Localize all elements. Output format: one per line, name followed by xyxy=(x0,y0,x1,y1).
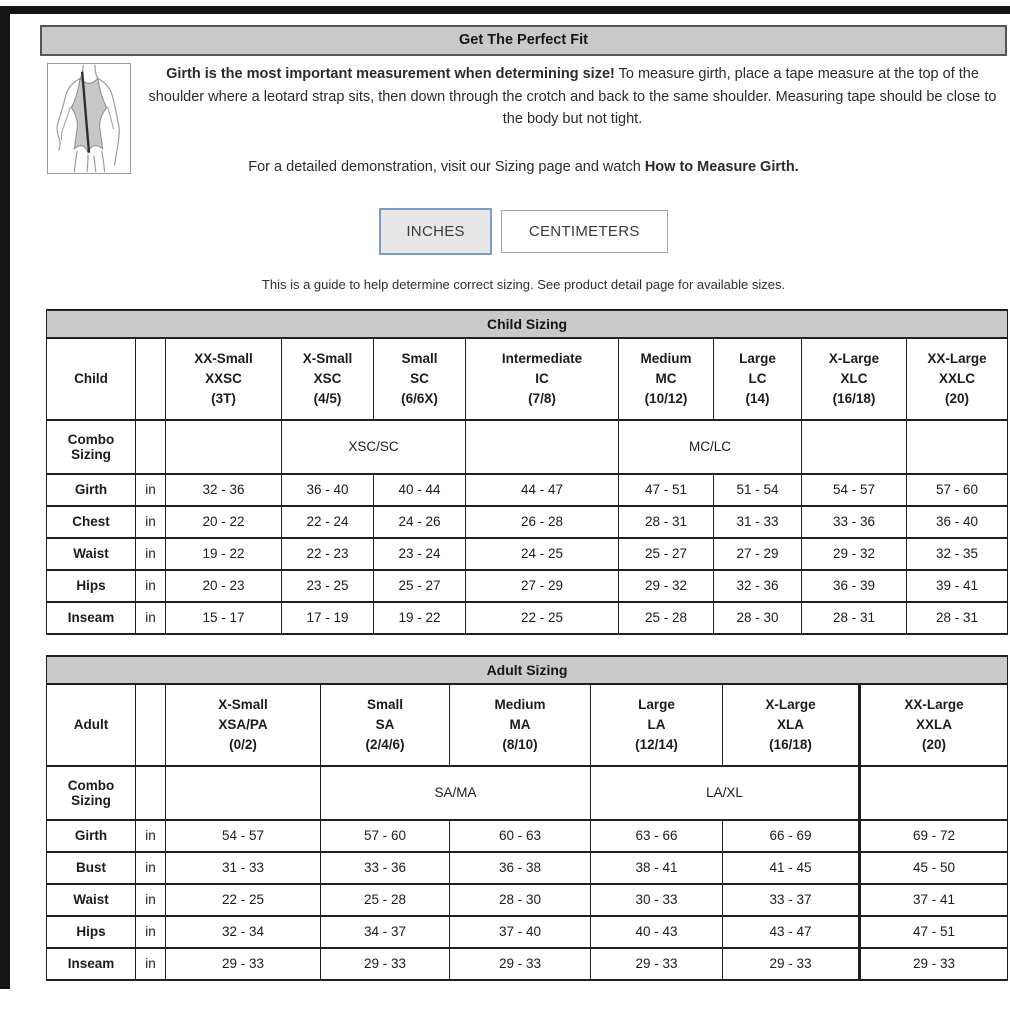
size-range: (16/18) xyxy=(769,736,812,752)
size-range: (2/4/6) xyxy=(365,736,405,752)
size-range-cell: 43 - 47 xyxy=(723,916,860,948)
intro-section xyxy=(40,63,1007,131)
measurement-label: Girth xyxy=(47,474,136,506)
size-name: Small xyxy=(366,696,404,712)
size-name: X-Large xyxy=(828,350,880,366)
size-range-cell: 29 - 33 xyxy=(450,948,591,980)
size-range-cell: 25 - 27 xyxy=(619,538,714,570)
size-column-header xyxy=(619,338,714,420)
size-range-cell: 28 - 31 xyxy=(802,602,907,634)
size-name: X-Large xyxy=(765,696,816,712)
combo-empty-cell xyxy=(860,766,1008,820)
size-code: LA xyxy=(647,716,666,732)
size-code: XSA/PA xyxy=(218,716,268,732)
combo-group-cell: SA/MA xyxy=(321,766,591,820)
size-range-cell: 29 - 33 xyxy=(723,948,860,980)
size-range-cell: 15 - 17 xyxy=(166,602,282,634)
size-range: (20) xyxy=(945,390,970,406)
size-range: (6/6X) xyxy=(401,390,438,406)
size-column-header xyxy=(860,684,1008,766)
combo-sizing-header: Combo Sizing xyxy=(47,766,136,820)
size-range-cell: 31 - 33 xyxy=(166,852,321,884)
measurement-label: Girth xyxy=(47,820,136,852)
size-range-cell: 22 - 25 xyxy=(166,884,321,916)
adult-row-header: Adult xyxy=(47,684,136,766)
size-name: Large xyxy=(739,350,776,366)
child-section-row xyxy=(47,310,1008,338)
size-code: MC xyxy=(655,370,677,386)
adult-section-title: Adult Sizing xyxy=(47,656,1008,684)
size-name: XX-Small xyxy=(194,350,253,366)
size-range-cell: 23 - 25 xyxy=(282,570,374,602)
unit-cell: in xyxy=(136,820,166,852)
size-column-header xyxy=(907,338,1008,420)
size-range-cell: 29 - 33 xyxy=(166,948,321,980)
size-name: X-Small xyxy=(302,350,353,366)
child-header-row xyxy=(47,338,1008,420)
table-row xyxy=(47,474,1008,506)
size-code: XLC xyxy=(840,370,868,386)
unit-cell: in xyxy=(136,474,166,506)
size-code: XLA xyxy=(777,716,804,732)
size-range: (4/5) xyxy=(313,390,342,406)
size-range-cell: 29 - 33 xyxy=(591,948,723,980)
size-range-cell: 20 - 23 xyxy=(166,570,282,602)
size-range-cell: 24 - 26 xyxy=(374,506,466,538)
size-range-cell: 37 - 41 xyxy=(860,884,1008,916)
girth-instructions-body: To measure girth, place a tape measure at the top of the shoulder where a leotard strap sits, then down through the crotch and back to the same shoulder. Measuring tape should be close to the body but not tight. xyxy=(148,66,997,127)
size-name: Large xyxy=(638,696,675,712)
page-title: Get The Perfect Fit xyxy=(40,25,1007,56)
child-row-header: Child xyxy=(47,338,136,420)
size-range-cell: 28 - 30 xyxy=(450,884,591,916)
size-column-header xyxy=(282,338,374,420)
size-range-cell: 27 - 29 xyxy=(466,570,619,602)
size-code: XXLC xyxy=(939,370,976,386)
size-range-cell: 33 - 37 xyxy=(723,884,860,916)
child-sizing-table xyxy=(46,309,1008,635)
content-area xyxy=(40,25,1007,981)
combo-empty-cell xyxy=(802,420,907,474)
unit-cell: in xyxy=(136,948,166,980)
unit-cell: in xyxy=(136,538,166,570)
table-row xyxy=(47,852,1008,884)
table-row xyxy=(47,538,1008,570)
size-code: XXLA xyxy=(916,716,953,732)
size-column-header xyxy=(714,338,802,420)
measurement-label: Waist xyxy=(47,538,136,570)
size-range-cell: 44 - 47 xyxy=(466,474,619,506)
size-range-cell: 66 - 69 xyxy=(723,820,860,852)
size-range: (8/10) xyxy=(502,736,538,752)
combo-empty-cell xyxy=(166,766,321,820)
size-range-cell: 54 - 57 xyxy=(166,820,321,852)
size-range-cell: 28 - 30 xyxy=(714,602,802,634)
girth-instructions xyxy=(140,63,1005,131)
adult-sizing-table xyxy=(46,655,1008,981)
size-range-cell: 36 - 39 xyxy=(802,570,907,602)
size-range-cell: 36 - 38 xyxy=(450,852,591,884)
size-range-cell: 29 - 33 xyxy=(321,948,450,980)
size-range-cell: 33 - 36 xyxy=(802,506,907,538)
size-range-cell: 29 - 32 xyxy=(619,570,714,602)
child-combo-row xyxy=(47,420,1008,474)
size-range: (7/8) xyxy=(528,390,556,406)
size-range-cell: 30 - 33 xyxy=(591,884,723,916)
sizing-demo-text: For a detailed demonstration, visit our Sizing page and watch xyxy=(248,158,645,175)
size-range: (0/2) xyxy=(229,736,257,752)
combo-sizing-header: Combo Sizing xyxy=(47,420,136,474)
size-column-header xyxy=(374,338,466,420)
unit-header-cell xyxy=(136,338,166,420)
adult-section-row xyxy=(47,656,1008,684)
size-range-cell: 45 - 50 xyxy=(860,852,1008,884)
combo-group-cell: LA/XL xyxy=(591,766,860,820)
size-code: MA xyxy=(509,716,531,732)
size-name: XX-Large xyxy=(904,696,964,712)
size-range-cell: 24 - 25 xyxy=(466,538,619,570)
size-code: SA xyxy=(375,716,395,732)
unit-cell: in xyxy=(136,916,166,948)
size-range: (10/12) xyxy=(644,390,688,406)
size-range-cell: 19 - 22 xyxy=(374,602,466,634)
unit-cell: in xyxy=(136,506,166,538)
combo-empty-cell xyxy=(136,766,166,820)
combo-empty-cell xyxy=(466,420,619,474)
size-column-header xyxy=(450,684,591,766)
size-range-cell: 28 - 31 xyxy=(619,506,714,538)
size-range-cell: 40 - 43 xyxy=(591,916,723,948)
combo-group-cell: MC/LC xyxy=(619,420,802,474)
table-row xyxy=(47,570,1008,602)
measurement-label: Inseam xyxy=(47,948,136,980)
size-range-cell: 51 - 54 xyxy=(714,474,802,506)
unit-header-cell xyxy=(136,684,166,766)
size-range: (3T) xyxy=(211,390,236,406)
sizing-demo-note xyxy=(40,159,1007,175)
how-to-measure-girth-label: How to Measure Girth. xyxy=(644,158,799,175)
adult-header-row xyxy=(47,684,1008,766)
frame-left-border xyxy=(0,6,10,989)
size-range-cell: 40 - 44 xyxy=(374,474,466,506)
size-code: SC xyxy=(410,370,429,386)
combo-empty-cell xyxy=(136,420,166,474)
size-range-cell: 57 - 60 xyxy=(321,820,450,852)
unit-toggle xyxy=(40,208,1007,255)
size-range-cell: 26 - 28 xyxy=(466,506,619,538)
size-column-header xyxy=(166,684,321,766)
size-name: X-Small xyxy=(218,696,268,712)
measurement-label: Waist xyxy=(47,884,136,916)
adult-combo-row xyxy=(47,766,1008,820)
size-range-cell: 22 - 23 xyxy=(282,538,374,570)
measurement-label: Bust xyxy=(47,852,136,884)
size-column-header xyxy=(723,684,860,766)
size-code: LC xyxy=(748,370,767,386)
size-range-cell: 29 - 33 xyxy=(860,948,1008,980)
table-row xyxy=(47,820,1008,852)
size-range-cell: 17 - 19 xyxy=(282,602,374,634)
size-name: Medium xyxy=(494,696,546,712)
size-range-cell: 47 - 51 xyxy=(619,474,714,506)
size-range-cell: 47 - 51 xyxy=(860,916,1008,948)
size-range-cell: 39 - 41 xyxy=(907,570,1008,602)
frame-top-border xyxy=(0,6,1010,14)
size-range-cell: 27 - 29 xyxy=(714,538,802,570)
size-range: (20) xyxy=(922,736,947,752)
size-range-cell: 57 - 60 xyxy=(907,474,1008,506)
combo-empty-cell xyxy=(166,420,282,474)
size-name: Intermediate xyxy=(501,350,583,366)
measurement-label: Hips xyxy=(47,570,136,602)
leotard-figure-icon xyxy=(48,64,130,173)
size-range-cell: 22 - 24 xyxy=(282,506,374,538)
girth-measurement-illustration xyxy=(47,63,131,174)
size-code: XSC xyxy=(313,370,342,386)
size-column-header xyxy=(466,338,619,420)
size-name: Medium xyxy=(640,350,692,366)
measurement-label: Inseam xyxy=(47,602,136,634)
size-range-cell: 19 - 22 xyxy=(166,538,282,570)
size-range: (16/18) xyxy=(832,390,876,406)
size-range-cell: 60 - 63 xyxy=(450,820,591,852)
sizing-guide-note: This is a guide to help determine correct sizing. See product detail page for available sizes. xyxy=(261,276,786,292)
size-range-cell: 25 - 27 xyxy=(374,570,466,602)
size-range-cell: 32 - 36 xyxy=(714,570,802,602)
size-range-cell: 20 - 22 xyxy=(166,506,282,538)
size-range-cell: 41 - 45 xyxy=(723,852,860,884)
size-range-cell: 38 - 41 xyxy=(591,852,723,884)
size-range: (14) xyxy=(745,390,770,406)
size-range: (12/14) xyxy=(635,736,678,752)
table-row xyxy=(47,884,1008,916)
size-range-cell: 36 - 40 xyxy=(907,506,1008,538)
size-range-cell: 34 - 37 xyxy=(321,916,450,948)
size-range-cell: 25 - 28 xyxy=(619,602,714,634)
unit-cell: in xyxy=(136,884,166,916)
centimeters-button[interactable]: CENTIMETERS xyxy=(501,210,668,253)
size-range-cell: 32 - 34 xyxy=(166,916,321,948)
unit-cell: in xyxy=(136,602,166,634)
size-range-cell: 63 - 66 xyxy=(591,820,723,852)
size-range-cell: 32 - 35 xyxy=(907,538,1008,570)
measurement-label: Chest xyxy=(47,506,136,538)
size-range-cell: 25 - 28 xyxy=(321,884,450,916)
size-range-cell: 29 - 32 xyxy=(802,538,907,570)
size-column-header xyxy=(321,684,450,766)
size-range-cell: 69 - 72 xyxy=(860,820,1008,852)
table-row xyxy=(47,602,1008,634)
size-column-header xyxy=(166,338,282,420)
size-range-cell: 54 - 57 xyxy=(802,474,907,506)
measurement-label: Hips xyxy=(47,916,136,948)
size-name: Small xyxy=(401,350,438,366)
table-row xyxy=(47,506,1008,538)
size-name: XX-Large xyxy=(927,350,987,366)
combo-group-cell: XSC/SC xyxy=(282,420,466,474)
table-row xyxy=(47,948,1008,980)
size-range-cell: 32 - 36 xyxy=(166,474,282,506)
size-range-cell: 22 - 25 xyxy=(466,602,619,634)
inches-button[interactable]: INCHES xyxy=(379,208,491,255)
size-code: IC xyxy=(535,370,549,386)
unit-cell: in xyxy=(136,852,166,884)
child-section-title: Child Sizing xyxy=(47,310,1008,338)
size-code: XXSC xyxy=(205,370,242,386)
size-range-cell: 37 - 40 xyxy=(450,916,591,948)
size-column-header xyxy=(591,684,723,766)
table-row xyxy=(47,916,1008,948)
size-range-cell: 23 - 24 xyxy=(374,538,466,570)
size-range-cell: 28 - 31 xyxy=(907,602,1008,634)
size-range-cell: 31 - 33 xyxy=(714,506,802,538)
size-range-cell: 33 - 36 xyxy=(321,852,450,884)
unit-cell: in xyxy=(136,570,166,602)
size-range-cell: 36 - 40 xyxy=(282,474,374,506)
combo-empty-cell xyxy=(907,420,1008,474)
size-column-header xyxy=(802,338,907,420)
girth-instructions-lead: Girth is the most important measurement when determining size! xyxy=(166,66,615,82)
